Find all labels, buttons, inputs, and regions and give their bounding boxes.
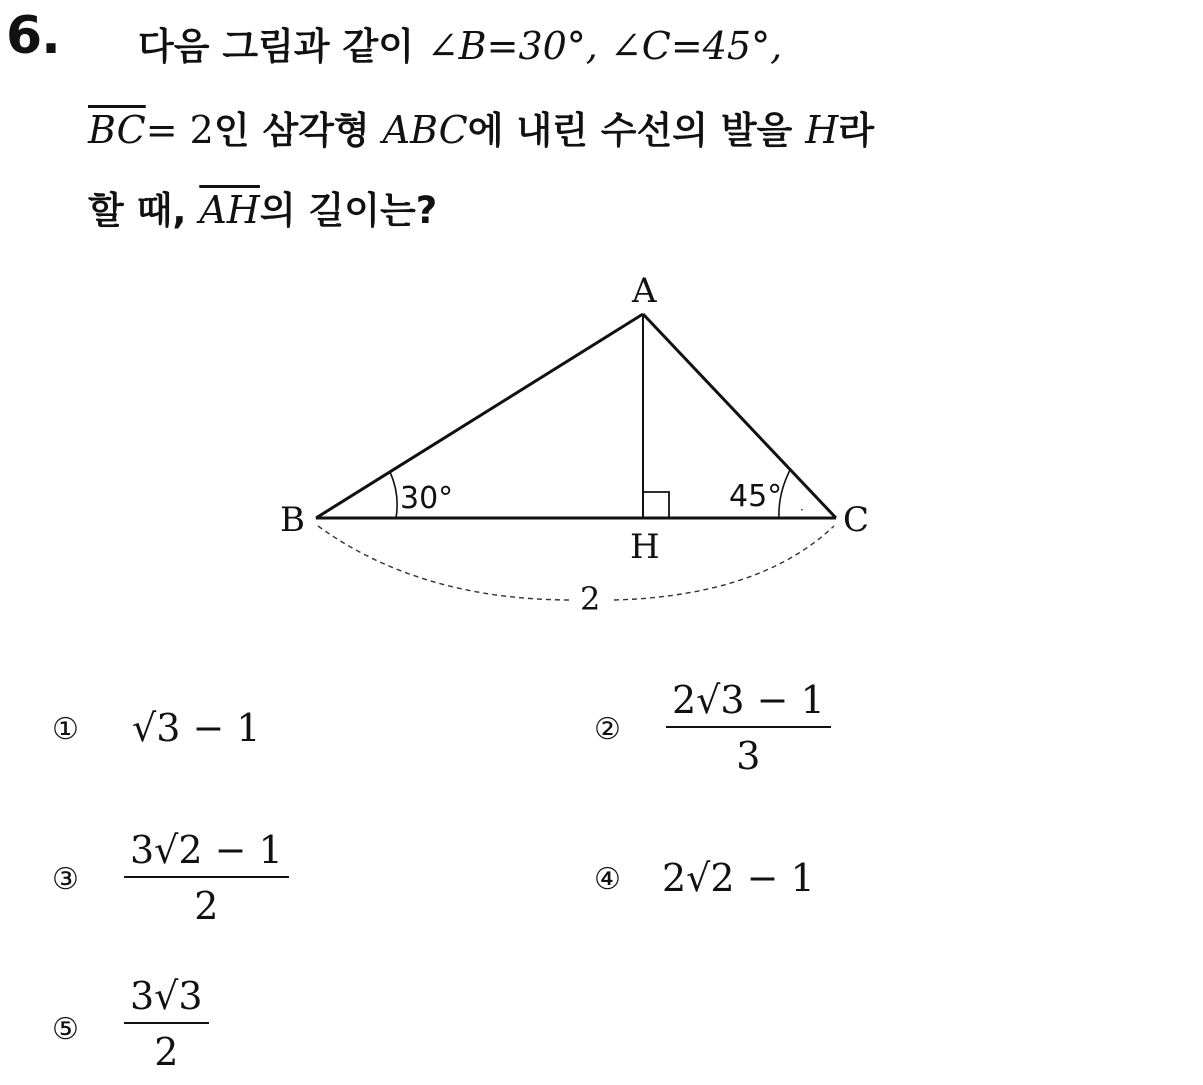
foot-label: H bbox=[805, 108, 839, 152]
choice-3-numerator: 3√2 − 1 bbox=[124, 828, 289, 878]
vertex-c-label: C bbox=[843, 500, 870, 540]
angle-b-label: 30° bbox=[400, 481, 454, 516]
choice-2-numerator: 2√3 − 1 bbox=[666, 678, 831, 728]
angle-c-label: 45° bbox=[729, 479, 783, 514]
choice-mark-2: ② bbox=[594, 712, 621, 747]
vertex-b-label: B bbox=[280, 500, 305, 540]
choice-mark-1: ① bbox=[52, 712, 79, 747]
choice-1-expression: √3 − 1 bbox=[132, 706, 261, 750]
segment-ah: $\overline{AH}$ bbox=[199, 188, 260, 232]
right-angle-mark bbox=[643, 492, 669, 518]
choice-mark-5: ⑤ bbox=[52, 1012, 79, 1047]
question-text: 라 bbox=[838, 109, 875, 152]
angle-b-arc bbox=[390, 472, 397, 518]
choice-5-denominator: 2 bbox=[154, 1030, 179, 1074]
choice-mark-3: ③ bbox=[52, 862, 79, 897]
segment-bc-value: = 2 bbox=[145, 108, 214, 152]
question-text: 할 때, bbox=[88, 189, 200, 232]
choice-5-numerator: 3√3 bbox=[124, 974, 209, 1024]
choice-2-fraction bbox=[666, 678, 831, 778]
choice-2-denominator: 3 bbox=[736, 734, 761, 778]
side-ab bbox=[316, 314, 643, 518]
question-number: 6. bbox=[6, 6, 60, 66]
question-text: 다음 그림과 같이 bbox=[138, 25, 427, 68]
triangle-name: ABC bbox=[382, 108, 468, 152]
question-text: 인 삼각형 bbox=[213, 109, 383, 152]
angle-condition: ∠B=30°, ∠C=45°, bbox=[426, 24, 783, 68]
base-length-label: 2 bbox=[580, 580, 601, 618]
foot-h-label: H bbox=[630, 527, 660, 567]
choice-mark-4: ④ bbox=[594, 862, 621, 897]
segment-bc: $\overline{BC}$ bbox=[88, 108, 146, 152]
choice-3-fraction bbox=[124, 828, 289, 928]
choice-5-fraction bbox=[124, 974, 209, 1074]
question-text: 의 길이는? bbox=[259, 189, 438, 232]
choice-4-expression: 2√2 − 1 bbox=[662, 856, 815, 900]
angle-c-dot: · bbox=[800, 503, 804, 517]
vertex-a-label: A bbox=[632, 271, 657, 311]
choice-3-denominator: 2 bbox=[194, 884, 219, 928]
base-length-arc bbox=[318, 526, 834, 600]
question-text: 에 내린 수선의 발을 bbox=[467, 109, 806, 152]
